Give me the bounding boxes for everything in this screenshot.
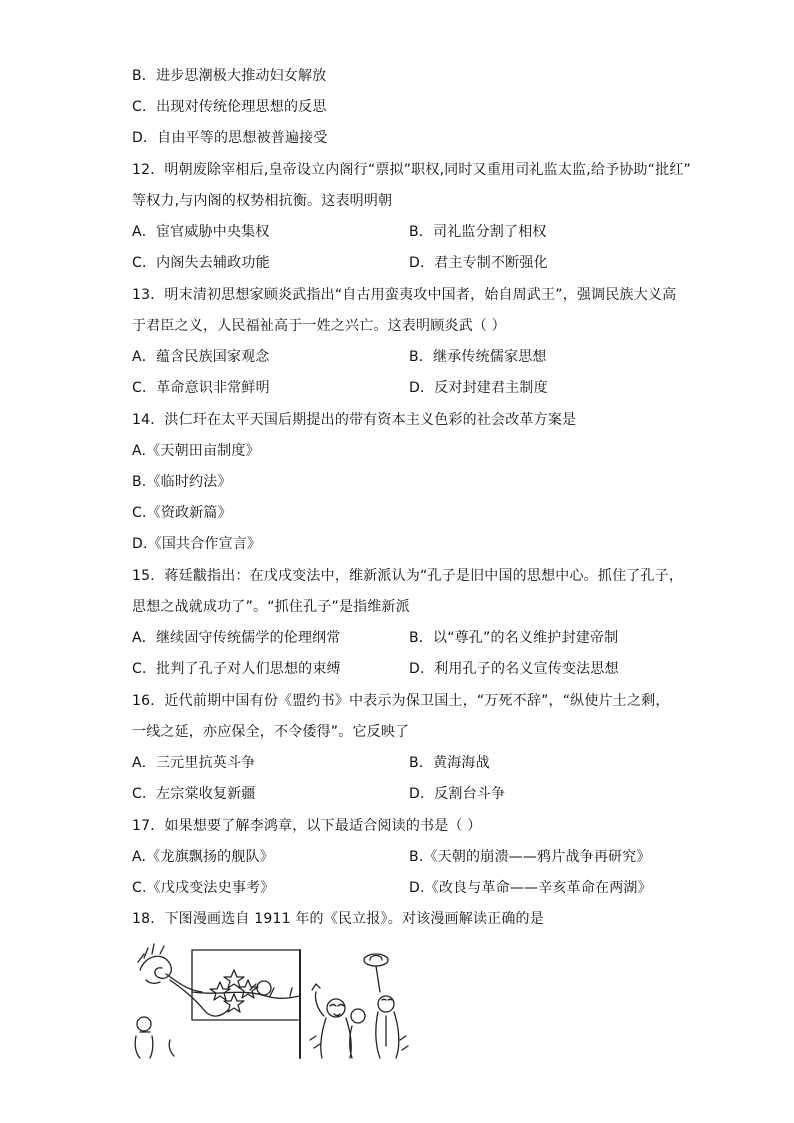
option-line: B．进步思潮极大推动妇女解放 (132, 68, 327, 84)
q14-option-b: B.《临时约法》 (132, 474, 232, 490)
question-16-stem-cont: 一线之延，亦应保全，不令倭得”。它反映了 (132, 724, 410, 740)
cartoon-illustration (130, 940, 410, 1060)
q13-option-a: A．蕴含民族国家观念 (132, 349, 270, 365)
option-line: C．出现对传统伦理思想的反思 (132, 99, 327, 115)
question-14-stem: 14．洪仁玕在太平天国后期提出的带有资本主义色彩的社会改革方案是 (132, 412, 577, 428)
q16-option-c: C．左宗棠收复新疆 (132, 786, 256, 802)
question-15-stem: 15．蒋廷黻指出：在戊戌变法中，维新派认为“孔子是旧中国的思想中心。抓住了孔子， (132, 568, 684, 584)
q15-option-c: C．批判了孔子对人们思想的束缚 (132, 661, 341, 677)
q15-option-b: B．以“尊孔”的名义维护封建帝制 (409, 630, 619, 646)
question-13-stem-cont: 于君臣之义，人民福祉高于一姓之兴亡。这表明顾炎武（ ） (132, 318, 506, 334)
q14-option-c: C.《资政新篇》 (132, 505, 232, 521)
q17-option-b: B.《天朝的崩溃——鸦片战争再研究》 (409, 849, 651, 865)
q12-option-c: C．内阁失去辅政功能 (132, 255, 270, 271)
q15-option-d: D．利用孔子的名义宣传变法思想 (409, 661, 619, 677)
question-16-stem: 16．近代前期中国有份《盟约书》中表示为保卫国土，“万死不辞”，“纵使片土之剩， (132, 693, 670, 709)
question-12-stem-cont: 等权力,与内阁的权势相抗衡。这表明明朝 (132, 193, 393, 209)
question-17-stem: 17．如果想要了解李鸿章，以下最适合阅读的书是（ ） (132, 818, 482, 834)
q12-option-b: B．司礼监分割了相权 (409, 224, 547, 240)
q12-option-d: D．君主专制不断强化 (409, 255, 548, 271)
q17-option-c: C.《戊戌变法史事考》 (132, 880, 275, 896)
question-15-stem-cont: 思想之战就成功了”。“抓住孔子”是指维新派 (132, 599, 410, 615)
q13-option-d: D．反对封建君主制度 (409, 380, 548, 396)
q14-option-d: D.《国共合作宣言》 (132, 536, 262, 552)
q12-option-a: A．宦官威胁中央集权 (132, 224, 270, 240)
q15-option-a: A．继续固守传统儒学的伦理纲常 (132, 630, 341, 646)
q16-option-b: B．黄海海战 (409, 755, 490, 771)
question-12-stem: 12．明朝废除宰相后,皇帝设立内阁行“票拟”职权,同时又重用司礼监太监,给予协助“批红” (132, 162, 691, 178)
q14-option-a: A.《天朝田亩制度》 (132, 443, 260, 459)
q13-option-b: B．继承传统儒家思想 (409, 349, 547, 365)
option-line: D．自由平等的思想被普遍接受 (132, 130, 328, 146)
question-18-stem: 18．下图漫画选自 1911 年的《民立报》。对该漫画解读正确的是 (132, 911, 544, 927)
q17-option-a: A.《龙旗飘扬的舰队》 (132, 849, 274, 865)
q16-option-d: D．反割台斗争 (409, 786, 506, 802)
q17-option-d: D.《改良与革命——辛亥革命在两湖》 (409, 880, 652, 896)
question-13-stem: 13．明末清初思想家顾炎武指出“自古用蛮夷攻中国者，始自周武王”，强调民族大义高 (132, 287, 677, 303)
q13-option-c: C．革命意识非常鲜明 (132, 380, 270, 396)
q16-option-a: A．三元里抗英斗争 (132, 755, 256, 771)
